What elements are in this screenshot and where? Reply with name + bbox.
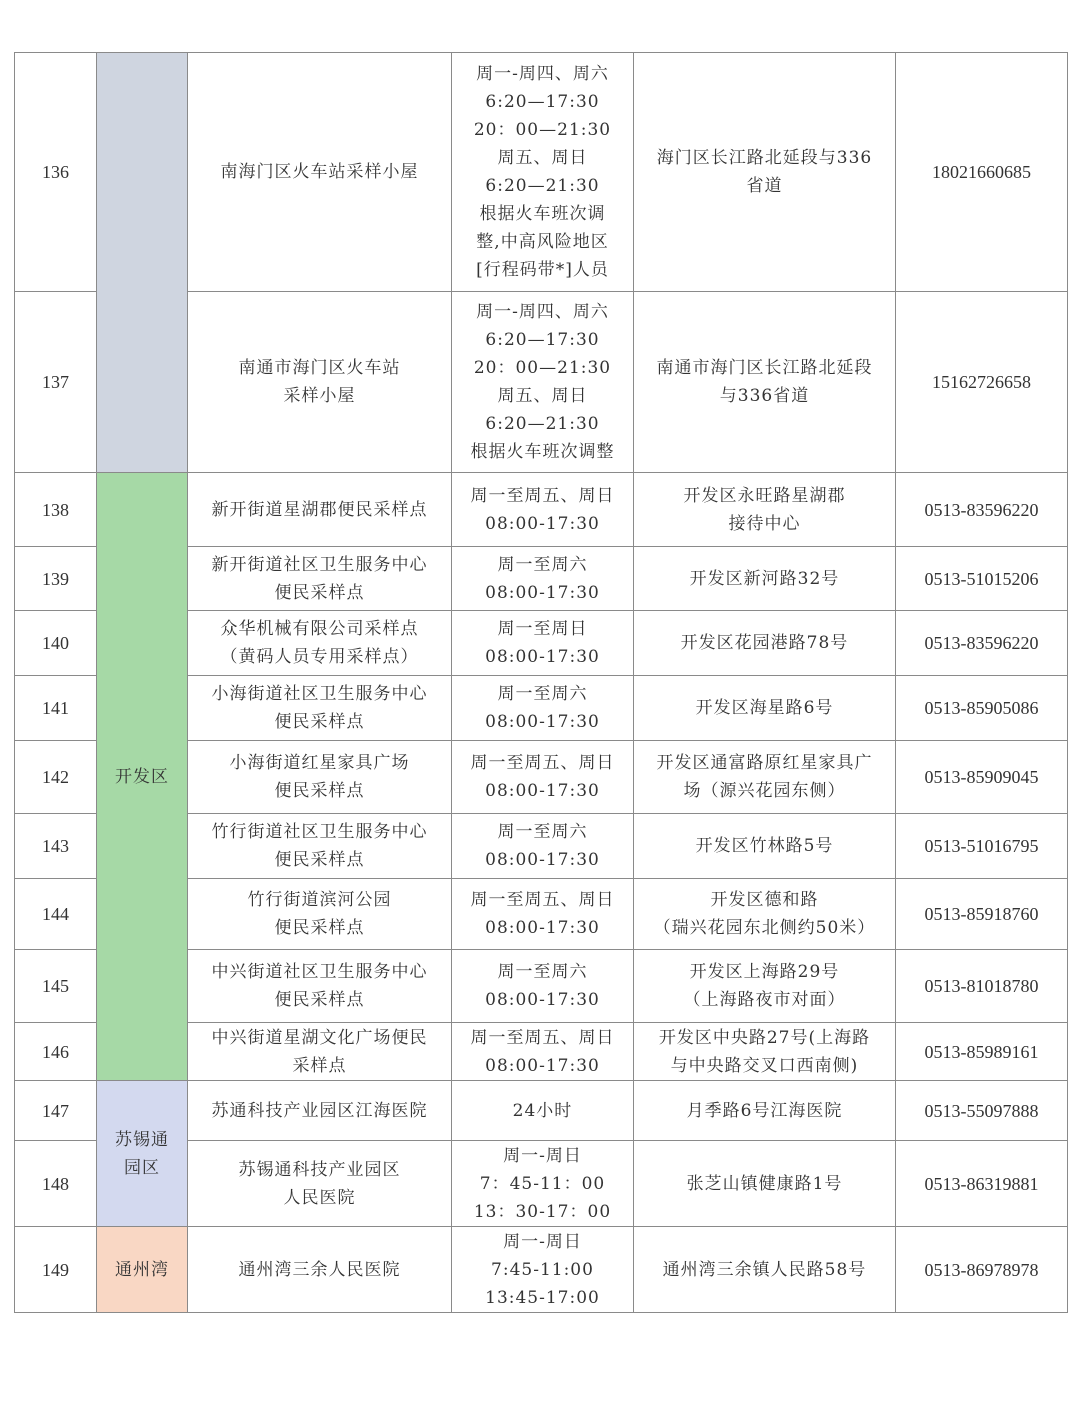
district-cell-kaifa: 开发区 bbox=[97, 473, 188, 1081]
row-number: 148 bbox=[15, 1141, 97, 1227]
service-hours: 周一至周五、周日 08:00-17:30 bbox=[452, 879, 634, 950]
service-hours: 周一至周六 08:00-17:30 bbox=[452, 676, 634, 741]
contact-phone: 0513-85918760 bbox=[896, 879, 1068, 950]
service-hours: 周一至周日 08:00-17:30 bbox=[452, 611, 634, 676]
contact-phone: 0513-86978978 bbox=[896, 1227, 1068, 1313]
table-row bbox=[15, 53, 1068, 292]
row-number: 147 bbox=[15, 1081, 97, 1141]
site-address: 通州湾三余镇人民路58号 bbox=[634, 1227, 896, 1313]
contact-phone: 0513-81018780 bbox=[896, 950, 1068, 1023]
site-address: 开发区竹林路5号 bbox=[634, 814, 896, 879]
table-row bbox=[15, 1081, 1068, 1141]
site-address: 开发区德和路 （瑞兴花园东北侧约50米） bbox=[634, 879, 896, 950]
contact-phone: 0513-55097888 bbox=[896, 1081, 1068, 1141]
district-cell-suxitong: 苏锡通 园区 bbox=[97, 1081, 188, 1227]
table-row bbox=[15, 473, 1068, 547]
site-address: 南通市海门区长江路北延段 与336省道 bbox=[634, 292, 896, 473]
row-number: 141 bbox=[15, 676, 97, 741]
row-number: 144 bbox=[15, 879, 97, 950]
row-number: 136 bbox=[15, 53, 97, 292]
site-name: 通州湾三余人民医院 bbox=[188, 1227, 452, 1313]
row-number: 143 bbox=[15, 814, 97, 879]
site-name: 新开街道社区卫生服务中心 便民采样点 bbox=[188, 547, 452, 611]
service-hours: 周一至周六 08:00-17:30 bbox=[452, 814, 634, 879]
site-address: 开发区花园港路78号 bbox=[634, 611, 896, 676]
contact-phone: 0513-85989161 bbox=[896, 1023, 1068, 1081]
site-address: 开发区永旺路星湖郡 接待中心 bbox=[634, 473, 896, 547]
contact-phone: 0513-83596220 bbox=[896, 611, 1068, 676]
site-address: 张芝山镇健康路1号 bbox=[634, 1141, 896, 1227]
service-hours: 周一至周五、周日 08:00-17:30 bbox=[452, 473, 634, 547]
contact-phone: 0513-83596220 bbox=[896, 473, 1068, 547]
site-name: 中兴街道星湖文化广场便民 采样点 bbox=[188, 1023, 452, 1081]
site-address: 海门区长江路北延段与336 省道 bbox=[634, 53, 896, 292]
contact-phone: 0513-85905086 bbox=[896, 676, 1068, 741]
site-name: 小海街道红星家具广场 便民采样点 bbox=[188, 741, 452, 814]
row-number: 142 bbox=[15, 741, 97, 814]
contact-phone: 18021660685 bbox=[896, 53, 1068, 292]
testing-sites-table bbox=[14, 52, 1068, 1313]
service-hours: 周一至周六 08:00-17:30 bbox=[452, 950, 634, 1023]
site-address: 开发区新河路32号 bbox=[634, 547, 896, 611]
service-hours: 周一至周五、周日 08:00-17:30 bbox=[452, 741, 634, 814]
table-row bbox=[15, 1227, 1068, 1313]
contact-phone: 0513-86319881 bbox=[896, 1141, 1068, 1227]
row-number: 149 bbox=[15, 1227, 97, 1313]
service-hours: 周一-周四、周六 6:20—17:30 20：00—21:30 周五、周日 6:20—21:30 根据火车班次调整 bbox=[452, 292, 634, 473]
contact-phone: 0513-51015206 bbox=[896, 547, 1068, 611]
site-name: 小海街道社区卫生服务中心 便民采样点 bbox=[188, 676, 452, 741]
contact-phone: 0513-51016795 bbox=[896, 814, 1068, 879]
row-number: 139 bbox=[15, 547, 97, 611]
service-hours: 周一至周六 08:00-17:30 bbox=[452, 547, 634, 611]
site-name: 众华机械有限公司采样点 （黄码人员专用采样点） bbox=[188, 611, 452, 676]
site-address: 开发区海星路6号 bbox=[634, 676, 896, 741]
site-address: 开发区上海路29号 （上海路夜市对面） bbox=[634, 950, 896, 1023]
site-address: 开发区中央路27号(上海路 与中央路交叉口西南侧) bbox=[634, 1023, 896, 1081]
site-address: 开发区通富路原红星家具广 场（源兴花园东侧） bbox=[634, 741, 896, 814]
row-number: 140 bbox=[15, 611, 97, 676]
district-cell-haimen bbox=[97, 53, 188, 473]
site-name: 竹行街道社区卫生服务中心 便民采样点 bbox=[188, 814, 452, 879]
site-name: 中兴街道社区卫生服务中心 便民采样点 bbox=[188, 950, 452, 1023]
site-name: 南海门区火车站采样小屋 bbox=[188, 53, 452, 292]
site-name: 新开街道星湖郡便民采样点 bbox=[188, 473, 452, 547]
row-number: 145 bbox=[15, 950, 97, 1023]
row-number: 146 bbox=[15, 1023, 97, 1081]
site-address: 月季路6号江海医院 bbox=[634, 1081, 896, 1141]
row-number: 137 bbox=[15, 292, 97, 473]
service-hours: 周一-周四、周六 6:20—17:30 20：00—21:30 周五、周日 6:20—21:30 根据火车班次调 整,中高风险地区 [行程码带*]人员 bbox=[452, 53, 634, 292]
site-name: 苏通科技产业园区江海医院 bbox=[188, 1081, 452, 1141]
service-hours: 周一至周五、周日 08:00-17:30 bbox=[452, 1023, 634, 1081]
district-cell-tongzhouwan: 通州湾 bbox=[97, 1227, 188, 1313]
service-hours: 周一-周日 7:45-11:00 13:45-17:00 bbox=[452, 1227, 634, 1313]
service-hours: 周一-周日 7：45-11：00 13：30-17：00 bbox=[452, 1141, 634, 1227]
site-name: 竹行街道滨河公园 便民采样点 bbox=[188, 879, 452, 950]
site-name: 南通市海门区火车站 采样小屋 bbox=[188, 292, 452, 473]
contact-phone: 15162726658 bbox=[896, 292, 1068, 473]
row-number: 138 bbox=[15, 473, 97, 547]
service-hours: 24小时 bbox=[452, 1081, 634, 1141]
contact-phone: 0513-85909045 bbox=[896, 741, 1068, 814]
site-name: 苏锡通科技产业园区 人民医院 bbox=[188, 1141, 452, 1227]
